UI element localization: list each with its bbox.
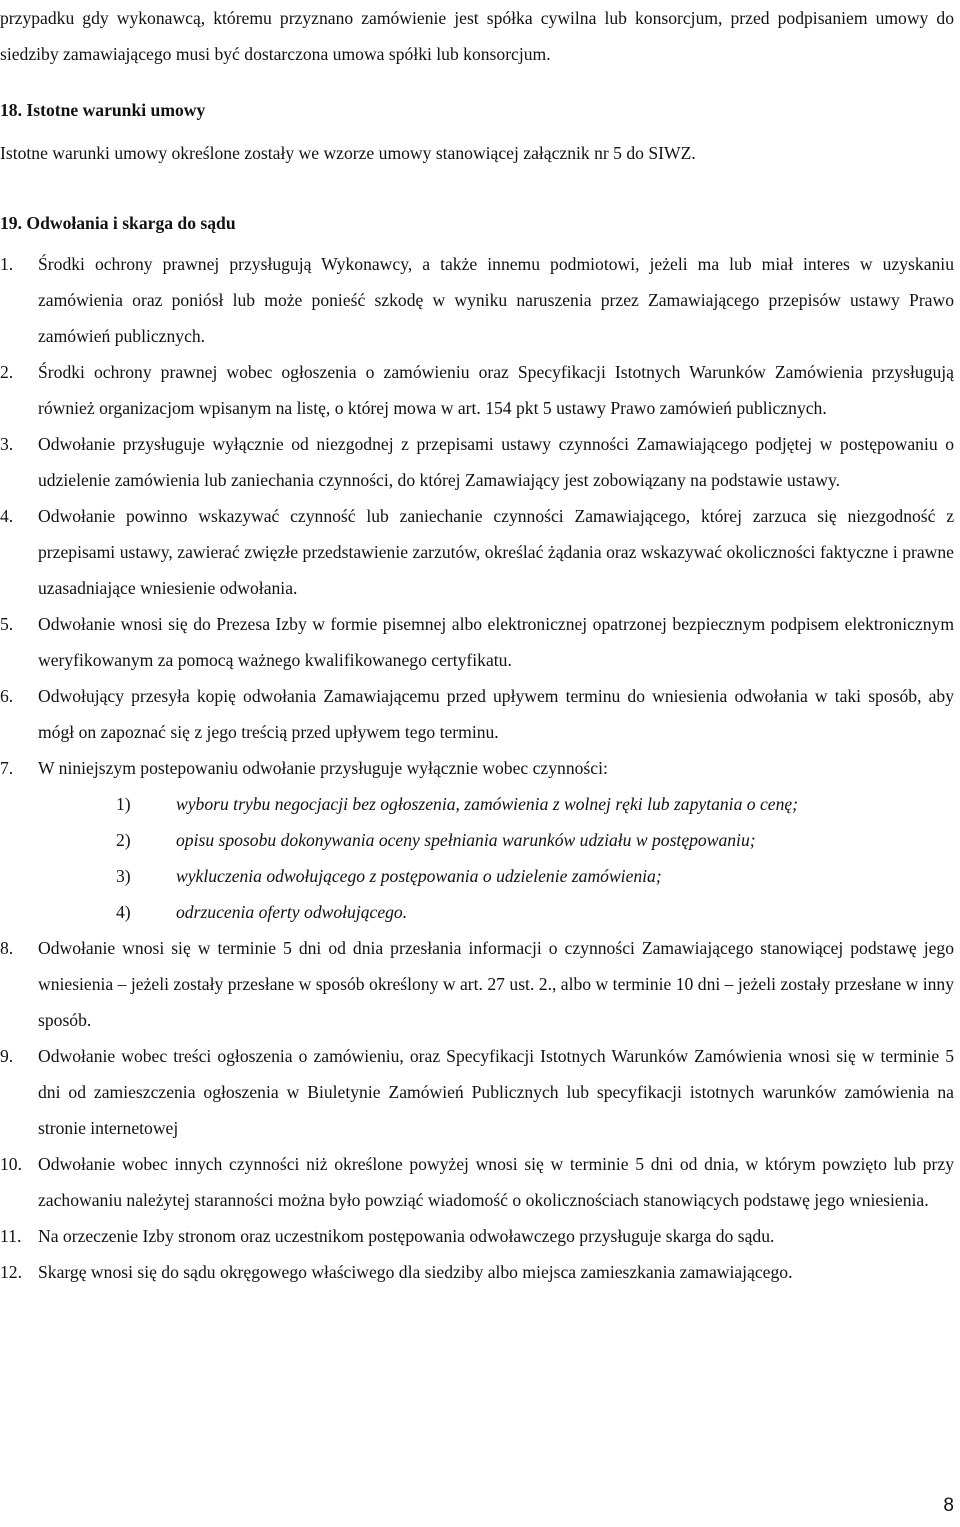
- subitem-number: 4): [116, 902, 131, 922]
- item-text: Na orzeczenie Izby stronom oraz uczestnikom postępowania odwoławczego przysługuje skarga do sądu.: [38, 1226, 775, 1246]
- list-item: [0, 1038, 954, 1146]
- item-number: 11.: [0, 1226, 22, 1246]
- subitem-text: wyboru trybu negocjacji bez ogłoszenia, zamówienia z wolnej ręki lub zapytania o cenę;: [176, 794, 799, 814]
- item-number: 3.: [0, 434, 14, 454]
- item-number: 8.: [0, 938, 14, 958]
- item-text: W niniejszym postepowaniu odwołanie przysługuje wyłącznie wobec czynności:: [38, 758, 608, 778]
- subitem-text: odrzucenia oferty odwołującego.: [176, 902, 408, 922]
- list-item: [0, 606, 954, 678]
- item-number: 12.: [0, 1262, 22, 1282]
- list-item: [0, 354, 954, 426]
- sublist-item: [38, 894, 954, 930]
- sublist-item: [38, 786, 954, 822]
- list-item: [0, 498, 954, 606]
- item-text: Odwołanie przysługuje wyłącznie od niezgodnej z przepisami ustawy czynności Zamawiającego podjętej w postępowaniu o udzielenie zamówienia lub zaniechania czynności, do której Zamawiający jest zobowiązany na podstawie ustawy.: [38, 434, 954, 490]
- item-text: Środki ochrony prawnej przysługują Wykonawcy, a także innemu podmiotowi, jeżeli ma lub miał interes w uzyskaniu zamówienia oraz poniósł lub może ponieść szkodę w wyniku naruszenia przez Zamawiającego przepisów ustawy Prawo zamówień publicznych.: [38, 254, 954, 346]
- subitem-number: 1): [116, 794, 131, 814]
- list-item: [0, 1146, 954, 1218]
- list-item: [0, 930, 954, 1038]
- list-item: [0, 678, 954, 750]
- section-18-body: Istotne warunki umowy określone zostały we wzorze umowy stanowiącej załącznik nr 5 do SIWZ.: [0, 143, 696, 163]
- item-text: Odwołanie powinno wskazywać czynność lub zaniechanie czynności Zamawiającego, której zarzuca się niezgodność z przepisami ustawy, zawierać zwięzłe przedstawienie zarzutów, określać żądania oraz wskazywać okoliczności faktyczne i prawne uzasadniające wniesienie odwołania.: [38, 506, 954, 598]
- item-number: 2.: [0, 362, 14, 382]
- item-number: 10.: [0, 1154, 22, 1174]
- item-number: 5.: [0, 614, 14, 634]
- item-text: Odwołujący przesyła kopię odwołania Zamawiającemu przed upływem terminu do wniesienia odwołania w taki sposób, aby mógł on zapoznać się z jego treścią przed upływem tego terminu.: [38, 686, 954, 742]
- intro-text: przypadku gdy wykonawcą, któremu przyznano zamówienie jest spółka cywilna lub konsorcjum, przed podpisaniem umowy do siedziby zamawiającego musi być dostarczona umowa spółki lub konsorcjum.: [0, 8, 954, 64]
- item-number: 9.: [0, 1046, 14, 1066]
- appeal-list: [0, 246, 954, 1290]
- item-text: Środki ochrony prawnej wobec ogłoszenia o zamówieniu oraz Specyfikacji Istotnych Warunków Zamówienia przysługują również organizacjom wpisanym na listę, o której mowa w art. 154 pkt 5 ustawy Prawo zamówień publicznych.: [38, 362, 954, 418]
- list-item: [0, 1254, 954, 1290]
- item-number: 7.: [0, 758, 14, 778]
- item-number: 1.: [0, 254, 14, 274]
- section-19-title: 19. Odwołania i skarga do sądu: [0, 213, 236, 233]
- item-text: Odwołanie wobec treści ogłoszenia o zamówieniu, oraz Specyfikacji Istotnych Warunków Zamówienia wnosi się w terminie 5 dni od zamieszczenia ogłoszenia w Biuletynie Zamówień Publicznych lub specyfikacji istotnych warunków zamówienia na stronie internetowej: [38, 1046, 954, 1138]
- subitem-number: 2): [116, 830, 131, 850]
- section-18-title: 18. Istotne warunki umowy: [0, 100, 206, 120]
- sublist-item: [38, 822, 954, 858]
- sublist-item: [38, 858, 954, 894]
- list-item: [0, 426, 954, 498]
- list-item: [0, 750, 954, 930]
- item-text: Odwołanie wnosi się w terminie 5 dni od dnia przesłania informacji o czynności Zamawiającego stanowiącej podstawę jego wniesienia – jeżeli zostały przesłane w sposób określony w art. 27 ust. 2., albo w terminie 10 dni – jeżeli zostały przesłane w inny sposób.: [38, 938, 954, 1030]
- subitem-text: wykluczenia odwołującego z postępowania o udzielenie zamówienia;: [176, 866, 662, 886]
- item-text: Skargę wnosi się do sądu okręgowego właściwego dla siedziby albo miejsca zamieszkania zamawiającego.: [38, 1262, 793, 1282]
- page-number: 8: [943, 1495, 954, 1516]
- item-number: 6.: [0, 686, 14, 706]
- item-text: Odwołanie wobec innych czynności niż określone powyżej wnosi się w terminie 5 dni od dnia, w którym powzięto lub przy zachowaniu należytej staranności można było powziąć wiadomość o okolicznościach stanowiących podstawę jego wniesienia.: [38, 1154, 954, 1210]
- subitem-text: opisu sposobu dokonywania oceny spełniania warunków udziału w postępowaniu;: [176, 830, 756, 850]
- item-number: 4.: [0, 506, 14, 526]
- item-text: Odwołanie wnosi się do Prezesa Izby w formie pisemnej albo elektronicznej opatrzonej bezpiecznym podpisem elektronicznym weryfikowanym za pomocą ważnego kwalifikowanego certyfikatu.: [38, 614, 954, 670]
- list-item: [0, 1218, 954, 1254]
- list-item: [0, 246, 954, 354]
- intro-paragraph: [0, 0, 954, 72]
- subitem-number: 3): [116, 866, 131, 886]
- sublist: [38, 786, 954, 930]
